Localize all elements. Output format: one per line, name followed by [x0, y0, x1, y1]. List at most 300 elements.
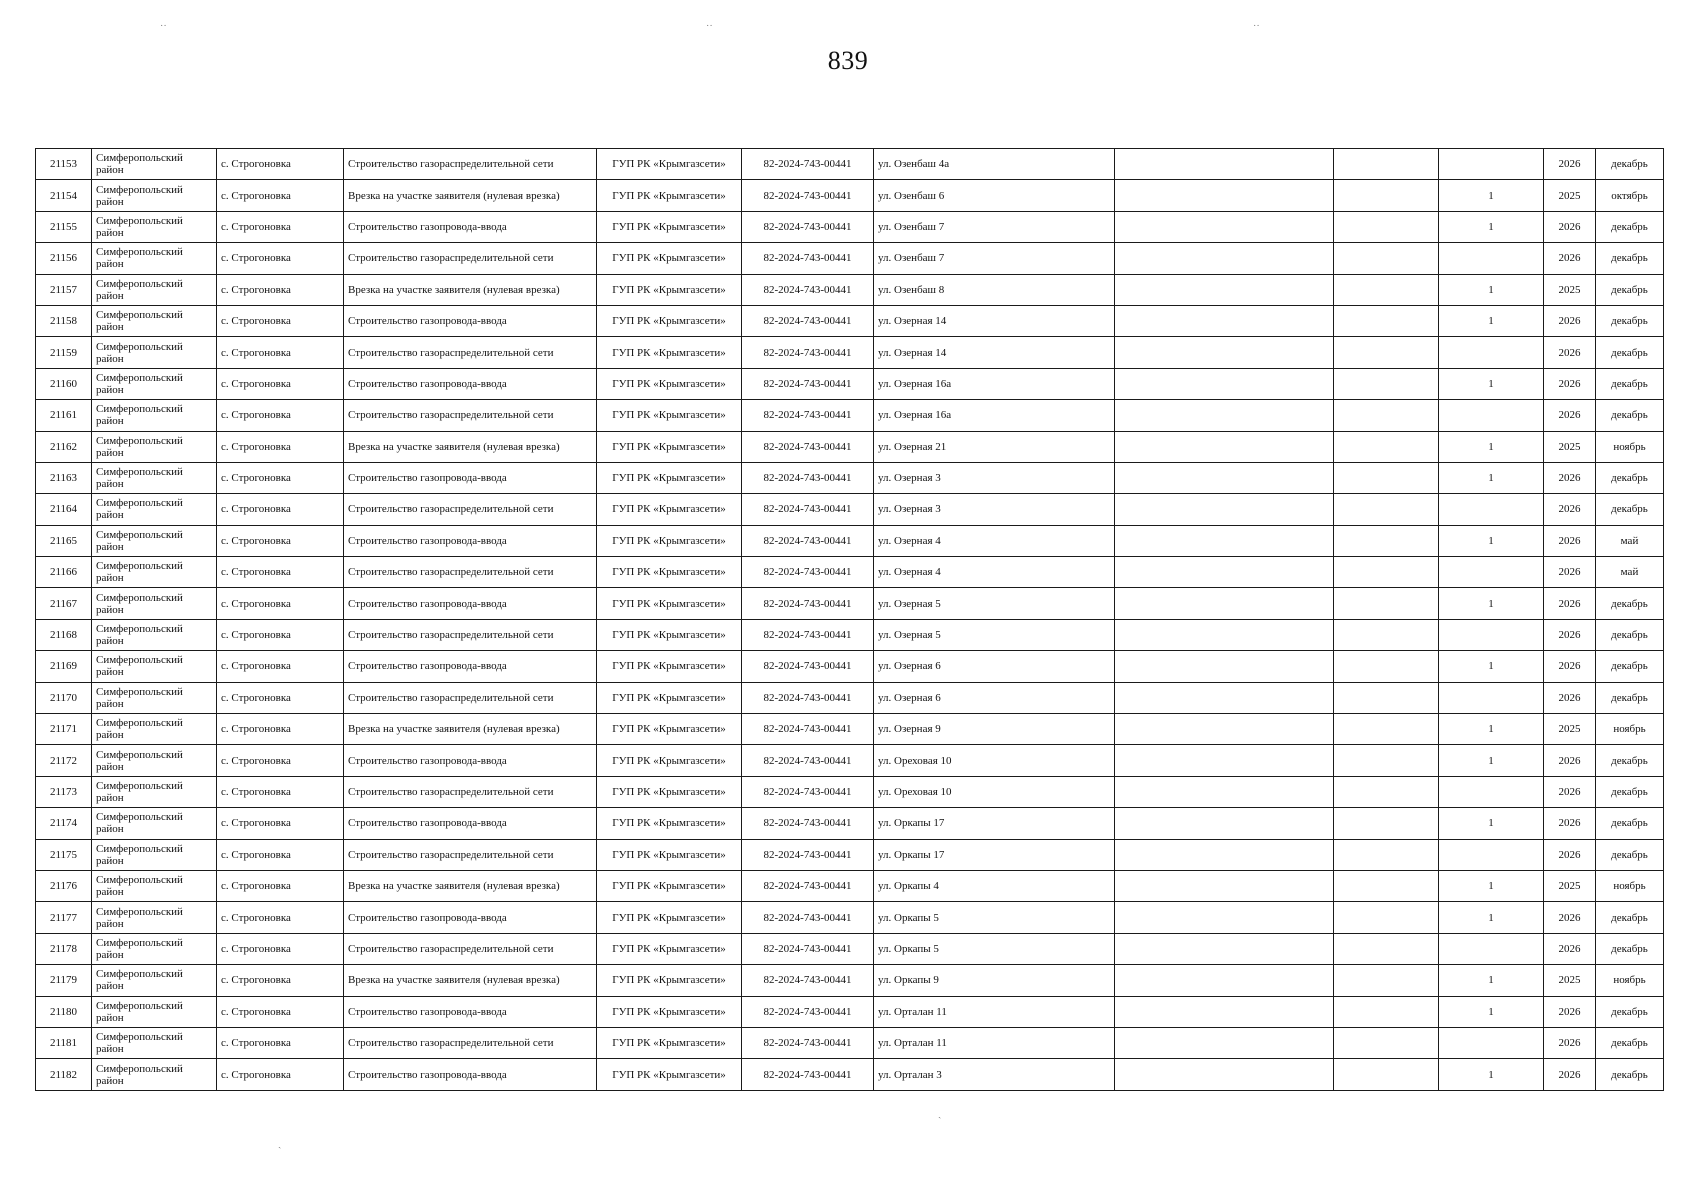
empty-cell: [1115, 180, 1334, 211]
work-type-cell: Строительство газораспределительной сети: [344, 337, 597, 368]
village-cell: с. Строгоновка: [217, 243, 344, 274]
address-cell: ул. Орталан 3: [874, 1059, 1115, 1090]
village-cell: с. Строгоновка: [217, 619, 344, 650]
organization-cell: ГУП РК «Крымгазсети»: [597, 274, 742, 305]
empty-cell: [1115, 462, 1334, 493]
empty-cell: [1334, 305, 1439, 336]
project-code-cell: 82-2024-743-00441: [742, 211, 874, 242]
year-cell: 2025: [1544, 274, 1596, 305]
work-type-cell: Строительство газораспределительной сети: [344, 557, 597, 588]
month-cell: ноябрь: [1596, 431, 1664, 462]
row-number: 21177: [36, 902, 92, 933]
district-cell: Симферопольский район: [92, 808, 217, 839]
month-cell: декабрь: [1596, 368, 1664, 399]
village-cell: с. Строгоновка: [217, 462, 344, 493]
district-cell: Симферопольский район: [92, 525, 217, 556]
work-type-cell: Строительство газопровода-ввода: [344, 588, 597, 619]
row-number: 21157: [36, 274, 92, 305]
district-cell: Симферопольский район: [92, 839, 217, 870]
row-number: 21163: [36, 462, 92, 493]
district-cell: Симферопольский район: [92, 243, 217, 274]
row-number: 21158: [36, 305, 92, 336]
organization-cell: ГУП РК «Крымгазсети»: [597, 651, 742, 682]
project-code-cell: 82-2024-743-00441: [742, 714, 874, 745]
table-row: [36, 274, 1664, 305]
year-cell: 2025: [1544, 180, 1596, 211]
scan-speck: ˏ: [938, 1108, 942, 1119]
row-number: 21156: [36, 243, 92, 274]
address-cell: ул. Озерная 16а: [874, 400, 1115, 431]
row-number: 21182: [36, 1059, 92, 1090]
month-cell: ноябрь: [1596, 714, 1664, 745]
empty-cell: [1334, 368, 1439, 399]
count-cell: [1439, 933, 1544, 964]
year-cell: 2026: [1544, 1059, 1596, 1090]
empty-cell: [1334, 400, 1439, 431]
row-number: 21164: [36, 494, 92, 525]
count-cell: 1: [1439, 870, 1544, 901]
empty-cell: [1334, 337, 1439, 368]
table-row: [36, 1059, 1664, 1090]
organization-cell: ГУП РК «Крымгазсети»: [597, 745, 742, 776]
work-type-cell: Строительство газопровода-ввода: [344, 368, 597, 399]
project-code-cell: 82-2024-743-00441: [742, 588, 874, 619]
empty-cell: [1115, 400, 1334, 431]
organization-cell: ГУП РК «Крымгазсети»: [597, 431, 742, 462]
district-cell: Симферопольский район: [92, 902, 217, 933]
table-row: [36, 557, 1664, 588]
empty-cell: [1334, 180, 1439, 211]
row-number: 21175: [36, 839, 92, 870]
empty-cell: [1334, 274, 1439, 305]
organization-cell: ГУП РК «Крымгазсети»: [597, 776, 742, 807]
project-code-cell: 82-2024-743-00441: [742, 619, 874, 650]
address-cell: ул. Озерная 16а: [874, 368, 1115, 399]
address-cell: ул. Озерная 6: [874, 682, 1115, 713]
district-cell: Симферопольский район: [92, 1059, 217, 1090]
organization-cell: ГУП РК «Крымгазсети»: [597, 243, 742, 274]
year-cell: 2026: [1544, 996, 1596, 1027]
village-cell: с. Строгоновка: [217, 776, 344, 807]
table-row: [36, 619, 1664, 650]
address-cell: ул. Озенбаш 8: [874, 274, 1115, 305]
organization-cell: ГУП РК «Крымгазсети»: [597, 494, 742, 525]
table-row: [36, 902, 1664, 933]
empty-cell: [1115, 368, 1334, 399]
district-cell: Симферопольский район: [92, 305, 217, 336]
organization-cell: ГУП РК «Крымгазсети»: [597, 619, 742, 650]
table-row: [36, 776, 1664, 807]
row-number: 21162: [36, 431, 92, 462]
count-cell: [1439, 682, 1544, 713]
work-type-cell: Врезка на участке заявителя (нулевая врезка): [344, 180, 597, 211]
village-cell: с. Строгоновка: [217, 588, 344, 619]
district-cell: Симферопольский район: [92, 651, 217, 682]
project-code-cell: 82-2024-743-00441: [742, 870, 874, 901]
empty-cell: [1334, 902, 1439, 933]
organization-cell: ГУП РК «Крымгазсети»: [597, 368, 742, 399]
empty-cell: [1115, 870, 1334, 901]
month-cell: декабрь: [1596, 651, 1664, 682]
project-code-cell: 82-2024-743-00441: [742, 243, 874, 274]
village-cell: с. Строгоновка: [217, 714, 344, 745]
district-cell: Симферопольский район: [92, 776, 217, 807]
count-cell: 1: [1439, 1059, 1544, 1090]
year-cell: 2026: [1544, 211, 1596, 242]
year-cell: 2026: [1544, 619, 1596, 650]
empty-cell: [1115, 149, 1334, 180]
empty-cell: [1115, 714, 1334, 745]
row-number: 21169: [36, 651, 92, 682]
project-code-cell: 82-2024-743-00441: [742, 305, 874, 336]
year-cell: 2026: [1544, 368, 1596, 399]
count-cell: 1: [1439, 902, 1544, 933]
empty-cell: [1334, 1027, 1439, 1058]
village-cell: с. Строгоновка: [217, 494, 344, 525]
count-cell: 1: [1439, 180, 1544, 211]
work-type-cell: Врезка на участке заявителя (нулевая врезка): [344, 870, 597, 901]
district-cell: Симферопольский район: [92, 933, 217, 964]
row-number: 21181: [36, 1027, 92, 1058]
year-cell: 2026: [1544, 243, 1596, 274]
district-cell: Симферопольский район: [92, 682, 217, 713]
address-cell: ул. Озенбаш 6: [874, 180, 1115, 211]
empty-cell: [1334, 149, 1439, 180]
year-cell: 2026: [1544, 525, 1596, 556]
organization-cell: ГУП РК «Крымгазсети»: [597, 1059, 742, 1090]
month-cell: май: [1596, 525, 1664, 556]
scan-speck: ˙˙: [706, 24, 713, 35]
district-cell: Симферопольский район: [92, 149, 217, 180]
empty-cell: [1115, 933, 1334, 964]
district-cell: Симферопольский район: [92, 274, 217, 305]
empty-cell: [1115, 651, 1334, 682]
year-cell: 2026: [1544, 557, 1596, 588]
month-cell: декабрь: [1596, 588, 1664, 619]
row-number: 21180: [36, 996, 92, 1027]
project-code-cell: 82-2024-743-00441: [742, 337, 874, 368]
organization-cell: ГУП РК «Крымгазсети»: [597, 996, 742, 1027]
district-cell: Симферопольский район: [92, 211, 217, 242]
table-row: [36, 839, 1664, 870]
month-cell: декабрь: [1596, 682, 1664, 713]
village-cell: с. Строгоновка: [217, 525, 344, 556]
work-type-cell: Строительство газораспределительной сети: [344, 619, 597, 650]
empty-cell: [1115, 525, 1334, 556]
empty-cell: [1115, 839, 1334, 870]
work-type-cell: Строительство газопровода-ввода: [344, 996, 597, 1027]
village-cell: с. Строгоновка: [217, 305, 344, 336]
organization-cell: ГУП РК «Крымгазсети»: [597, 525, 742, 556]
empty-cell: [1115, 965, 1334, 996]
project-code-cell: 82-2024-743-00441: [742, 902, 874, 933]
project-code-cell: 82-2024-743-00441: [742, 745, 874, 776]
month-cell: декабрь: [1596, 776, 1664, 807]
count-cell: 1: [1439, 525, 1544, 556]
row-number: 21165: [36, 525, 92, 556]
village-cell: с. Строгоновка: [217, 651, 344, 682]
empty-cell: [1334, 870, 1439, 901]
table-row: [36, 808, 1664, 839]
year-cell: 2026: [1544, 400, 1596, 431]
project-code-cell: 82-2024-743-00441: [742, 368, 874, 399]
project-code-cell: 82-2024-743-00441: [742, 808, 874, 839]
address-cell: ул. Озерная 14: [874, 305, 1115, 336]
month-cell: декабрь: [1596, 1027, 1664, 1058]
address-cell: ул. Ореховая 10: [874, 776, 1115, 807]
address-cell: ул. Оркапы 9: [874, 965, 1115, 996]
work-type-cell: Строительство газораспределительной сети: [344, 494, 597, 525]
empty-cell: [1115, 243, 1334, 274]
empty-cell: [1334, 682, 1439, 713]
village-cell: с. Строгоновка: [217, 1027, 344, 1058]
table-row: [36, 1027, 1664, 1058]
work-type-cell: Строительство газопровода-ввода: [344, 651, 597, 682]
village-cell: с. Строгоновка: [217, 965, 344, 996]
organization-cell: ГУП РК «Крымгазсети»: [597, 839, 742, 870]
empty-cell: [1115, 588, 1334, 619]
organization-cell: ГУП РК «Крымгазсети»: [597, 400, 742, 431]
month-cell: декабрь: [1596, 305, 1664, 336]
village-cell: с. Строгоновка: [217, 870, 344, 901]
organization-cell: ГУП РК «Крымгазсети»: [597, 462, 742, 493]
empty-cell: [1334, 525, 1439, 556]
count-cell: 1: [1439, 211, 1544, 242]
table-row: [36, 337, 1664, 368]
month-cell: май: [1596, 557, 1664, 588]
count-cell: [1439, 243, 1544, 274]
village-cell: с. Строгоновка: [217, 431, 344, 462]
organization-cell: ГУП РК «Крымгазсети»: [597, 337, 742, 368]
table-row: [36, 745, 1664, 776]
month-cell: декабрь: [1596, 1059, 1664, 1090]
work-type-cell: Строительство газопровода-ввода: [344, 1059, 597, 1090]
month-cell: декабрь: [1596, 337, 1664, 368]
count-cell: 1: [1439, 462, 1544, 493]
empty-cell: [1115, 682, 1334, 713]
work-type-cell: Врезка на участке заявителя (нулевая врезка): [344, 274, 597, 305]
year-cell: 2026: [1544, 808, 1596, 839]
district-cell: Симферопольский район: [92, 368, 217, 399]
count-cell: 1: [1439, 714, 1544, 745]
empty-cell: [1334, 965, 1439, 996]
count-cell: 1: [1439, 368, 1544, 399]
organization-cell: ГУП РК «Крымгазсети»: [597, 682, 742, 713]
project-code-cell: 82-2024-743-00441: [742, 1059, 874, 1090]
month-cell: декабрь: [1596, 745, 1664, 776]
address-cell: ул. Озерная 6: [874, 651, 1115, 682]
month-cell: октябрь: [1596, 180, 1664, 211]
year-cell: 2026: [1544, 651, 1596, 682]
district-cell: Симферопольский район: [92, 870, 217, 901]
work-type-cell: Строительство газораспределительной сети: [344, 933, 597, 964]
district-cell: Симферопольский район: [92, 745, 217, 776]
village-cell: с. Строгоновка: [217, 682, 344, 713]
address-cell: ул. Озерная 21: [874, 431, 1115, 462]
empty-cell: [1334, 714, 1439, 745]
year-cell: 2025: [1544, 965, 1596, 996]
count-cell: [1439, 557, 1544, 588]
empty-cell: [1115, 557, 1334, 588]
table-row: [36, 525, 1664, 556]
project-code-cell: 82-2024-743-00441: [742, 525, 874, 556]
empty-cell: [1115, 745, 1334, 776]
organization-cell: ГУП РК «Крымгазсети»: [597, 902, 742, 933]
empty-cell: [1334, 431, 1439, 462]
empty-cell: [1334, 933, 1439, 964]
work-type-cell: Врезка на участке заявителя (нулевая врезка): [344, 714, 597, 745]
row-number: 21167: [36, 588, 92, 619]
empty-cell: [1115, 494, 1334, 525]
project-code-cell: 82-2024-743-00441: [742, 431, 874, 462]
district-cell: Симферопольский район: [92, 996, 217, 1027]
year-cell: 2025: [1544, 714, 1596, 745]
empty-cell: [1334, 839, 1439, 870]
project-code-cell: 82-2024-743-00441: [742, 494, 874, 525]
address-cell: ул. Ореховая 10: [874, 745, 1115, 776]
address-cell: ул. Оркапы 17: [874, 839, 1115, 870]
address-cell: ул. Озерная 4: [874, 557, 1115, 588]
village-cell: с. Строгоновка: [217, 180, 344, 211]
row-number: 21153: [36, 149, 92, 180]
year-cell: 2026: [1544, 776, 1596, 807]
count-cell: [1439, 1027, 1544, 1058]
month-cell: ноябрь: [1596, 965, 1664, 996]
district-cell: Симферопольский район: [92, 494, 217, 525]
organization-cell: ГУП РК «Крымгазсети»: [597, 714, 742, 745]
work-type-cell: Строительство газопровода-ввода: [344, 745, 597, 776]
work-type-cell: Строительство газораспределительной сети: [344, 682, 597, 713]
address-cell: ул. Озенбаш 7: [874, 243, 1115, 274]
village-cell: с. Строгоновка: [217, 745, 344, 776]
address-cell: ул. Озерная 5: [874, 619, 1115, 650]
project-code-cell: 82-2024-743-00441: [742, 776, 874, 807]
table-row: [36, 494, 1664, 525]
month-cell: декабрь: [1596, 274, 1664, 305]
row-number: 21176: [36, 870, 92, 901]
address-cell: ул. Озерная 3: [874, 494, 1115, 525]
year-cell: 2026: [1544, 902, 1596, 933]
row-number: 21171: [36, 714, 92, 745]
village-cell: с. Строгоновка: [217, 933, 344, 964]
month-cell: декабрь: [1596, 243, 1664, 274]
address-cell: ул. Озерная 4: [874, 525, 1115, 556]
table-row: [36, 714, 1664, 745]
project-code-cell: 82-2024-743-00441: [742, 400, 874, 431]
project-code-cell: 82-2024-743-00441: [742, 996, 874, 1027]
village-cell: с. Строгоновка: [217, 902, 344, 933]
organization-cell: ГУП РК «Крымгазсети»: [597, 1027, 742, 1058]
count-cell: 1: [1439, 745, 1544, 776]
address-cell: ул. Оркапы 5: [874, 902, 1115, 933]
year-cell: 2026: [1544, 588, 1596, 619]
year-cell: 2026: [1544, 1027, 1596, 1058]
district-cell: Симферопольский район: [92, 337, 217, 368]
work-type-cell: Строительство газораспределительной сети: [344, 149, 597, 180]
table-row: [36, 462, 1664, 493]
year-cell: 2025: [1544, 870, 1596, 901]
row-number: 21161: [36, 400, 92, 431]
row-number: 21172: [36, 745, 92, 776]
page-number: 839: [827, 46, 869, 75]
address-cell: ул. Оркапы 17: [874, 808, 1115, 839]
row-number: 21179: [36, 965, 92, 996]
empty-cell: [1334, 808, 1439, 839]
row-number: 21160: [36, 368, 92, 399]
month-cell: декабрь: [1596, 839, 1664, 870]
empty-cell: [1334, 243, 1439, 274]
empty-cell: [1115, 1059, 1334, 1090]
district-cell: Симферопольский район: [92, 965, 217, 996]
village-cell: с. Строгоновка: [217, 149, 344, 180]
count-cell: 1: [1439, 588, 1544, 619]
project-code-cell: 82-2024-743-00441: [742, 682, 874, 713]
village-cell: с. Строгоновка: [217, 557, 344, 588]
count-cell: 1: [1439, 274, 1544, 305]
project-code-cell: 82-2024-743-00441: [742, 557, 874, 588]
month-cell: декабрь: [1596, 211, 1664, 242]
row-number: 21166: [36, 557, 92, 588]
district-cell: Симферопольский район: [92, 557, 217, 588]
project-code-cell: 82-2024-743-00441: [742, 839, 874, 870]
address-cell: ул. Оркапы 5: [874, 933, 1115, 964]
work-type-cell: Строительство газопровода-ввода: [344, 211, 597, 242]
empty-cell: [1115, 776, 1334, 807]
table-row: [36, 682, 1664, 713]
work-type-cell: Строительство газораспределительной сети: [344, 400, 597, 431]
address-cell: ул. Озенбаш 4а: [874, 149, 1115, 180]
work-type-cell: Строительство газораспределительной сети: [344, 243, 597, 274]
organization-cell: ГУП РК «Крымгазсети»: [597, 305, 742, 336]
address-cell: ул. Орталан 11: [874, 1027, 1115, 1058]
year-cell: 2026: [1544, 305, 1596, 336]
count-cell: [1439, 494, 1544, 525]
empty-cell: [1334, 494, 1439, 525]
work-type-cell: Врезка на участке заявителя (нулевая врезка): [344, 965, 597, 996]
empty-cell: [1115, 431, 1334, 462]
table-row: [36, 651, 1664, 682]
organization-cell: ГУП РК «Крымгазсети»: [597, 933, 742, 964]
table-row: [36, 400, 1664, 431]
empty-cell: [1334, 776, 1439, 807]
organization-cell: ГУП РК «Крымгазсети»: [597, 870, 742, 901]
organization-cell: ГУП РК «Крымгазсети»: [597, 180, 742, 211]
table-row: [36, 965, 1664, 996]
work-type-cell: Строительство газопровода-ввода: [344, 305, 597, 336]
table-row: [36, 243, 1664, 274]
table-row: [36, 149, 1664, 180]
address-cell: ул. Озерная 14: [874, 337, 1115, 368]
project-code-cell: 82-2024-743-00441: [742, 651, 874, 682]
table-row: [36, 870, 1664, 901]
organization-cell: ГУП РК «Крымгазсети»: [597, 211, 742, 242]
month-cell: ноябрь: [1596, 870, 1664, 901]
table-row: [36, 305, 1664, 336]
work-type-cell: Строительство газопровода-ввода: [344, 808, 597, 839]
address-cell: ул. Оркапы 4: [874, 870, 1115, 901]
table-row: [36, 431, 1664, 462]
project-code-cell: 82-2024-743-00441: [742, 180, 874, 211]
empty-cell: [1115, 211, 1334, 242]
organization-cell: ГУП РК «Крымгазсети»: [597, 808, 742, 839]
empty-cell: [1115, 1027, 1334, 1058]
empty-cell: [1334, 588, 1439, 619]
table-row: [36, 368, 1664, 399]
project-code-cell: 82-2024-743-00441: [742, 933, 874, 964]
work-type-cell: Врезка на участке заявителя (нулевая врезка): [344, 431, 597, 462]
year-cell: 2026: [1544, 933, 1596, 964]
village-cell: с. Строгоновка: [217, 996, 344, 1027]
